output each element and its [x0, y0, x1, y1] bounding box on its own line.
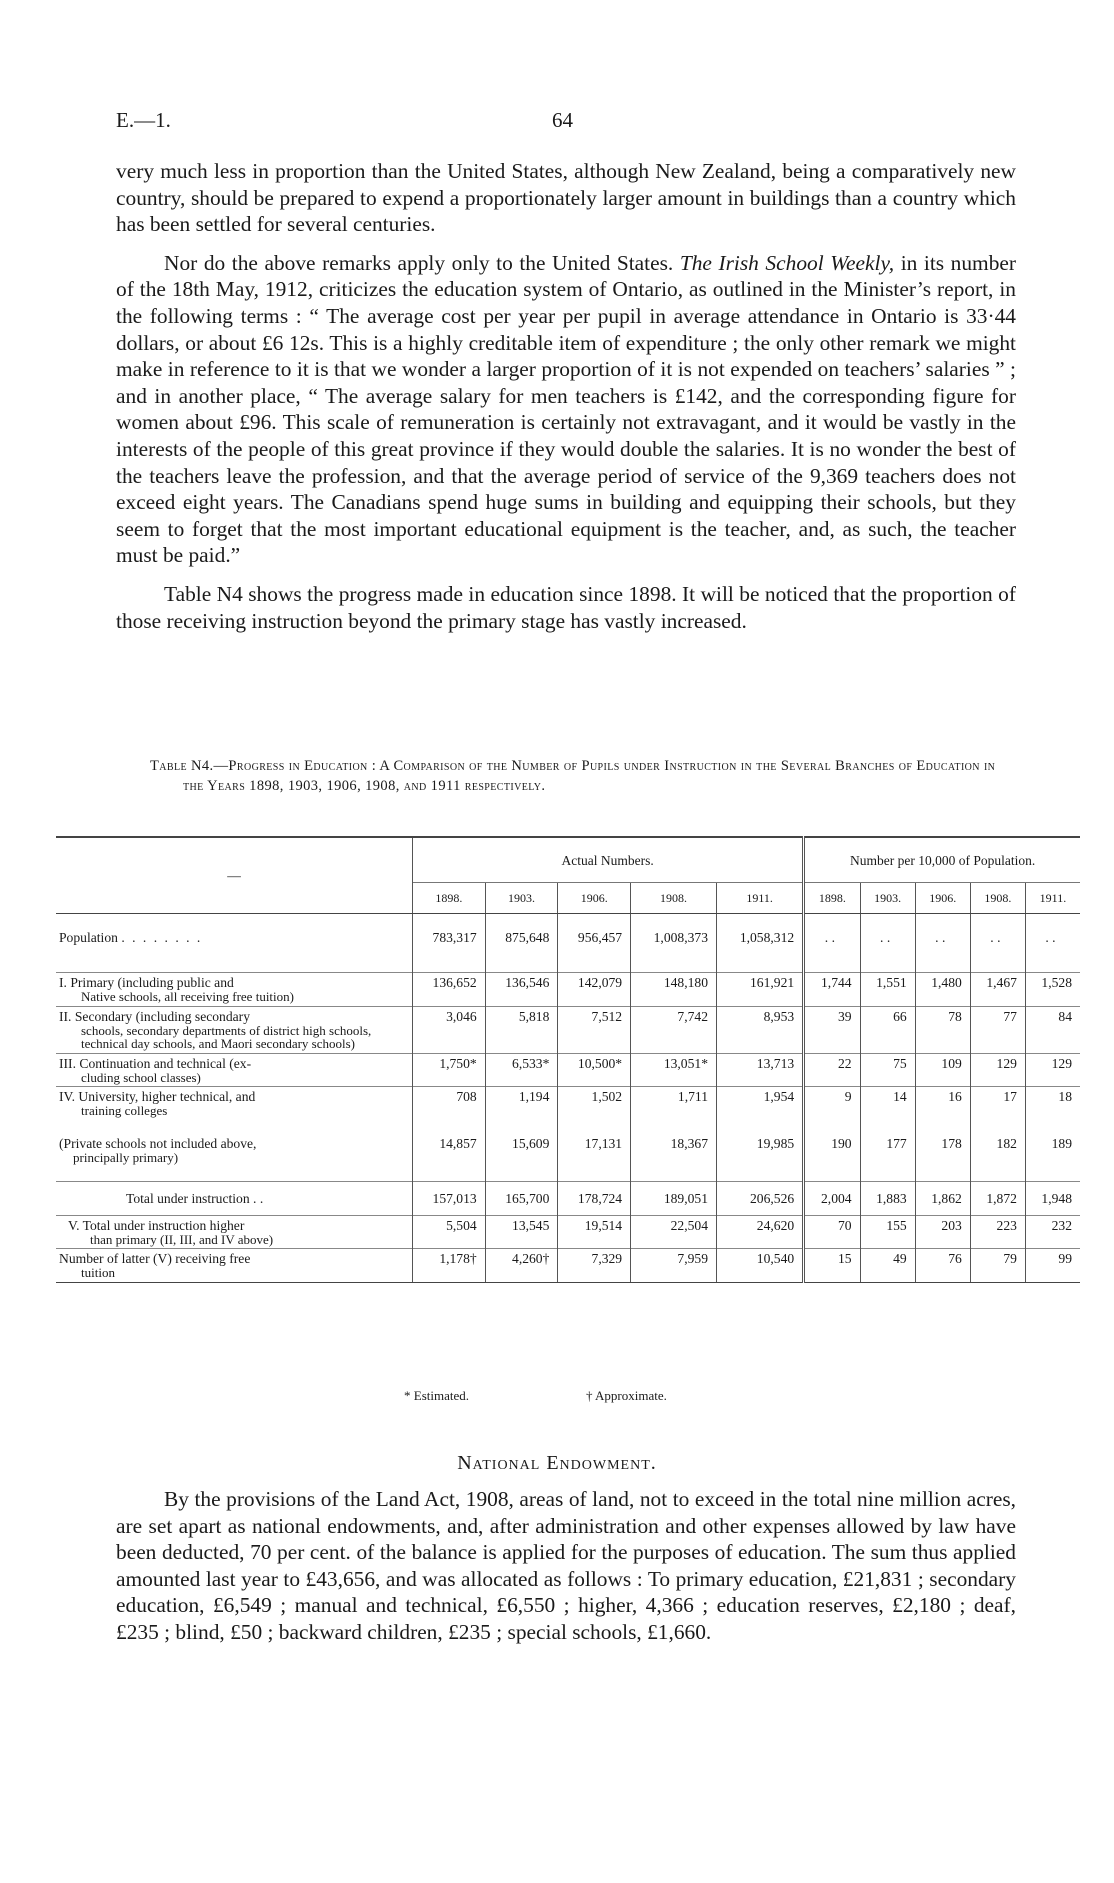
table-cell: 19,985	[717, 1134, 804, 1167]
table-cell: 157,013	[413, 1181, 486, 1215]
paragraph-continuation: very much less in proportion than the United States, although New Zealand, being a comparatively new country, should be prepared to expend a proportionately larger amount in buildings than a country which has been settled for several centuries.	[116, 159, 1016, 237]
table-cell: 5,504	[413, 1215, 486, 1249]
footnote-approximate: † Approximate.	[586, 1388, 667, 1403]
table-cell: 136,546	[485, 973, 558, 1007]
page-header	[116, 108, 1016, 138]
table-cell: 8,953	[717, 1006, 804, 1053]
table-cell: 9	[804, 1087, 860, 1120]
table-cell: 1,551	[860, 973, 915, 1007]
table-cell: 22	[804, 1053, 860, 1087]
table-cell: 232	[1025, 1215, 1080, 1249]
table-cell: 206,526	[717, 1181, 804, 1215]
table-cell: . .	[915, 928, 970, 958]
table-cell: 155	[860, 1215, 915, 1249]
table-row-total	[56, 1181, 1080, 1215]
year-header: 1908.	[970, 883, 1025, 914]
table-cell: 17,131	[558, 1134, 631, 1167]
paragraph-national-endowment: By the provisions of the Land Act, 1908, areas of land, not to exceed in the total nine million acres, are set apart as national endowments, and, after administration and other expenses allowed by law have been deducted, 70 per cent. of the balance is applied for the purposes of education. The sum thus applied amounted last year to £43,656, and was allocated as follows : To primary education, £21,831 ; secondary education, £6,549 ; manual and technical, £6,550 ; higher, 4,366 ; education reserves, £2,180 ; deaf, £235 ; blind, £50 ; backward children, £235 ; special schools, £1,660.	[116, 1487, 1016, 1644]
table-cell: 109	[915, 1053, 970, 1087]
row-label: Population . . . . . . . .	[59, 930, 203, 945]
table-cell: . .	[970, 928, 1025, 958]
table-cell: 7,959	[631, 1249, 717, 1283]
table-cell: 1,502	[558, 1087, 631, 1120]
table-cell: 708	[413, 1087, 486, 1120]
year-header: 1903.	[860, 883, 915, 914]
table-cell: 165,700	[485, 1181, 558, 1215]
group-header-per-10000: Number per 10,000 of Population.	[804, 837, 1080, 883]
table-cell: 1,480	[915, 973, 970, 1007]
table-row	[56, 1053, 1080, 1087]
table-cell: 7,329	[558, 1249, 631, 1283]
table-cell: 70	[804, 1215, 860, 1249]
table-cell: . .	[1025, 928, 1080, 958]
row-label: (Private schools not included above, principally primary)	[59, 1135, 257, 1165]
table-cell: 1,862	[915, 1181, 970, 1215]
year-header: 1906.	[915, 883, 970, 914]
table-cell: 84	[1025, 1006, 1080, 1053]
table-cell: 148,180	[631, 973, 717, 1007]
table-cell: 1,711	[631, 1087, 717, 1120]
table-cell: 178,724	[558, 1181, 631, 1215]
table-cell: 2,004	[804, 1181, 860, 1215]
table-cell: 178	[915, 1134, 970, 1167]
table-row	[56, 1215, 1080, 1249]
table-row	[56, 1134, 1080, 1167]
table-cell: 15,609	[485, 1134, 558, 1167]
table-cell: 19,514	[558, 1215, 631, 1249]
table-cell: 1,744	[804, 973, 860, 1007]
table-cell: 190	[804, 1134, 860, 1167]
year-header: 1911.	[717, 883, 804, 914]
row-label: II. Secondary (including secondary schools, secondary departments of district high schools, technical day schools, and Maori secondary schools)	[56, 1006, 413, 1053]
paragraph-table-intro: Table N4 shows the progress made in education since 1898. It will be noticed that the proportion of those receiving instruction beyond the primary stage has vastly increased.	[116, 581, 1016, 633]
publication-title: The Irish School Weekly,	[679, 250, 895, 275]
table-cell: 783,317	[413, 928, 486, 958]
footnote-estimated: * Estimated.	[404, 1388, 469, 1403]
table-cell: 1,948	[1025, 1181, 1080, 1215]
table-cell: 189,051	[631, 1181, 717, 1215]
table-cell: . .	[804, 928, 860, 958]
table-cell: 4,260†	[485, 1249, 558, 1283]
table-cell: 10,540	[717, 1249, 804, 1283]
table-cell: 142,079	[558, 973, 631, 1007]
table-cell: 1,750*	[413, 1053, 486, 1087]
table-cell: 99	[1025, 1249, 1080, 1283]
table-cell: 10,500*	[558, 1053, 631, 1087]
group-header-actual: Actual Numbers.	[413, 837, 804, 883]
table-cell: 22,504	[631, 1215, 717, 1249]
row-label: Number of latter (V) receiving free tuition	[56, 1249, 413, 1283]
table-row	[56, 928, 1080, 958]
table-cell: 7,512	[558, 1006, 631, 1053]
table-cell: 79	[970, 1249, 1025, 1283]
table-cell: 1,954	[717, 1087, 804, 1120]
table-cell: 13,545	[485, 1215, 558, 1249]
table-cell: 1,008,373	[631, 928, 717, 958]
table-cell: 14,857	[413, 1134, 486, 1167]
table-cell: 177	[860, 1134, 915, 1167]
table-cell: 16	[915, 1087, 970, 1120]
table-cell: 17	[970, 1087, 1025, 1120]
section-body	[116, 1486, 1016, 1646]
section-heading: National Endowment.	[457, 1452, 657, 1474]
table-row	[56, 1249, 1080, 1283]
page-number: 64	[552, 108, 573, 132]
year-header: 1908.	[631, 883, 717, 914]
row-label: I. Primary (including public and Native schools, all receiving free tuition)	[56, 973, 413, 1007]
table-cell: . .	[860, 928, 915, 958]
table-cell: 956,457	[558, 928, 631, 958]
paragraph-irish-school-weekly: Nor do the above remarks apply only to the United States. The Irish School Weekly, in its number of the 18th May, 1912, criticizes the education system of Ontario, as outlined in the Minister’s report, in the following terms : “ The average cost per year per pupil in average attendance in Ontario is 33·44 dollars, or about £6 12s. This is a highly creditable item of expenditure ; the only other remark we might make in reference to it is that we wonder a larger proportion of it is not expended on teachers’ salaries ” ; and in another place, “ The average salary for men teachers is £142, and the corresponding figure for women about £96. This scale of remuneration is certainly not extravagant, and it would be vastly in the interests of the people of this great province if they would double the salaries. It is no wonder the best of the teachers leave the profession, and that the average period of service of the 9,369 teachers does not exceed eight years. The Canadians spend huge sums in building and equipping their schools, but they seem to forget that the most important educational equipment is the teacher, and, as such, the teacher must be paid.”	[116, 250, 1017, 568]
table-cell: 18	[1025, 1087, 1080, 1120]
table-row	[56, 1006, 1080, 1053]
table-cell: 1,178†	[413, 1249, 486, 1283]
table-cell: 875,648	[485, 928, 558, 958]
progress-in-education-table	[56, 836, 1080, 1283]
row-label: IV. University, higher technical, and training colleges	[56, 1087, 413, 1120]
table-cell: 39	[804, 1006, 860, 1053]
table-cell: 129	[970, 1053, 1025, 1087]
table-cell: 182	[970, 1134, 1025, 1167]
table-cell: 24,620	[717, 1215, 804, 1249]
table-cell: 7,742	[631, 1006, 717, 1053]
table-row	[56, 973, 1080, 1007]
row-label: V. Total under instruction higher than primary (II, III, and IV above)	[56, 1215, 413, 1249]
table-cell: 66	[860, 1006, 915, 1053]
table-cell: 13,051*	[631, 1053, 717, 1087]
row-label: Total under instruction . .	[56, 1181, 413, 1215]
year-header: 1898.	[804, 883, 860, 914]
stub-header: —	[56, 837, 413, 914]
table-cell: 1,058,312	[717, 928, 804, 958]
row-label: III. Continuation and technical (ex- cluding school classes)	[56, 1053, 413, 1087]
table-cell: 136,652	[413, 973, 486, 1007]
table-cell: 1,872	[970, 1181, 1025, 1215]
table-cell: 161,921	[717, 973, 804, 1007]
table-cell: 1,528	[1025, 973, 1080, 1007]
table-cell: 3,046	[413, 1006, 486, 1053]
table-cell: 78	[915, 1006, 970, 1053]
table-cell: 1,883	[860, 1181, 915, 1215]
table-cell: 13,713	[717, 1053, 804, 1087]
table-cell: 49	[860, 1249, 915, 1283]
document-reference: E.—1.	[116, 108, 171, 132]
table-cell: 223	[970, 1215, 1025, 1249]
body-text	[116, 158, 1016, 634]
table-cell: 1,467	[970, 973, 1025, 1007]
table-caption: Table N4.—Progress in Education : A Comparison of the Number of Pupils under Instruction in the Several Branches of Education in the Years 1898, 1903, 1906, 1908, and 1911 respectively.	[150, 758, 996, 794]
table-cell: 5,818	[485, 1006, 558, 1053]
table-cell: 18,367	[631, 1134, 717, 1167]
table-cell: 129	[1025, 1053, 1080, 1087]
table-cell: 1,194	[485, 1087, 558, 1120]
table-cell: 14	[860, 1087, 915, 1120]
year-header: 1898.	[413, 883, 486, 914]
table-cell: 6,533*	[485, 1053, 558, 1087]
table-cell: 15	[804, 1249, 860, 1283]
year-header: 1906.	[558, 883, 631, 914]
table-cell: 77	[970, 1006, 1025, 1053]
year-header: 1903.	[485, 883, 558, 914]
year-header: 1911.	[1025, 883, 1080, 914]
table-cell: 203	[915, 1215, 970, 1249]
table-row	[56, 1087, 1080, 1120]
table-cell: 76	[915, 1249, 970, 1283]
table-cell: 189	[1025, 1134, 1080, 1167]
table-cell: 75	[860, 1053, 915, 1087]
